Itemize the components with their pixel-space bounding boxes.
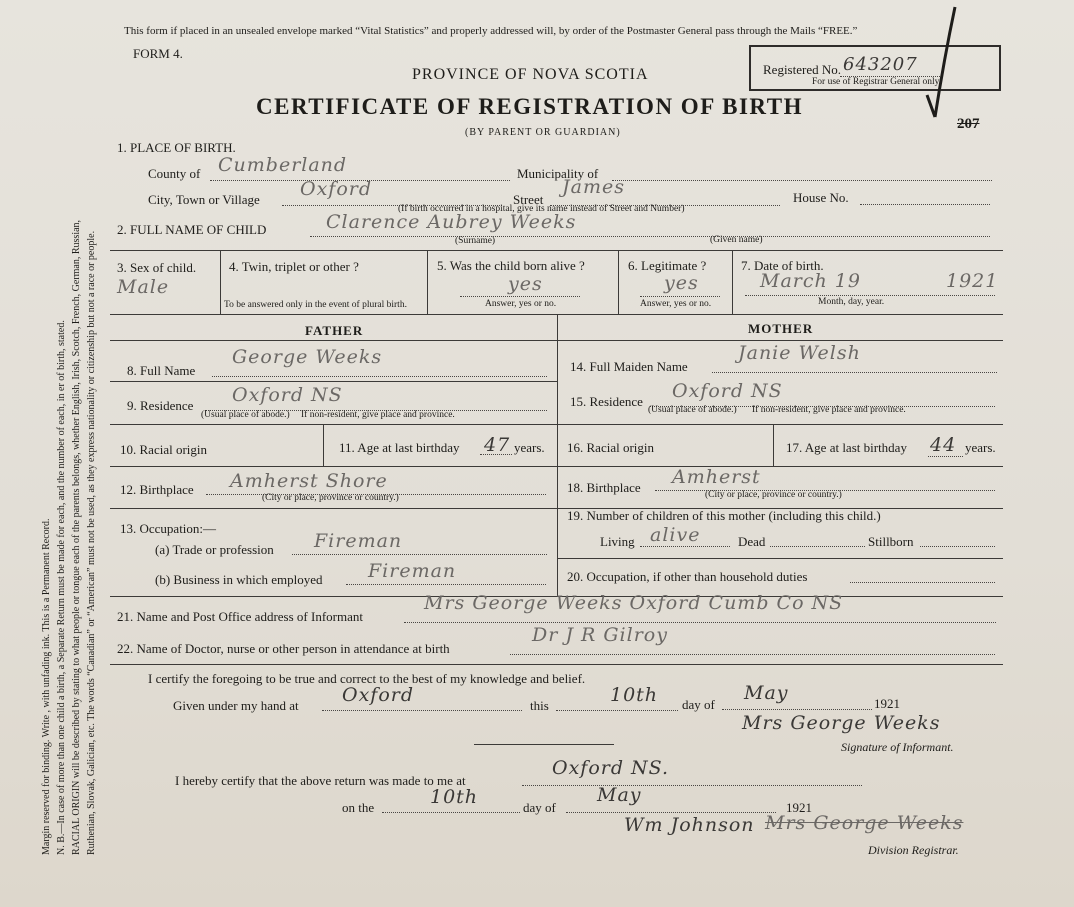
doctor-label: 22. Name of Doctor, nurse or other person in attendance at birth — [117, 641, 450, 656]
informant-signature-label: Signature of Informant. — [841, 740, 954, 754]
alive-label: 5. Was the child born alive ? — [437, 258, 585, 273]
mother-residence-value: Oxford NS — [672, 380, 783, 402]
registrar-place: Oxford NS. — [552, 757, 670, 779]
mother-racial-label: 16. Racial origin — [567, 440, 655, 455]
mother-residence-note2: If non-resident, give place and province. — [752, 405, 906, 415]
county-value: Cumberland — [218, 154, 348, 176]
informant-signature: Mrs George Weeks — [742, 712, 941, 734]
father-birthplace-note: (City or place, province or country.) — [262, 493, 399, 503]
mother-years: years. — [965, 440, 996, 455]
father-birthplace-value: Amherst Shore — [230, 470, 388, 492]
registrar-text: I hereby certify that the above return was made to me at — [175, 773, 466, 788]
certify-dayof-label: day of — [682, 697, 715, 712]
struck-number: 207 — [957, 116, 980, 132]
registrar-month: May — [597, 784, 642, 806]
place-heading: 1. PLACE OF BIRTH. — [117, 140, 236, 155]
father-occupation-label: 13. Occupation:— — [120, 521, 217, 536]
certify-day: 10th — [610, 684, 659, 706]
mother-age-label: 17. Age at last birthday — [786, 440, 907, 455]
sex-value: Male — [117, 276, 170, 298]
mother-dead-label: Dead — [738, 534, 766, 549]
doctor-value: Dr J R Gilroy — [532, 624, 668, 646]
house-no-label: House No. — [793, 190, 849, 205]
father-residence-label: 9. Residence — [127, 398, 194, 413]
mother-children-label: 19. Number of children of this mother (including this child.) — [567, 508, 881, 523]
registrar-on-label: on the — [342, 800, 375, 815]
given-name-note: (Given name) — [710, 235, 763, 245]
postal-notice: This form if placed in an unsealed envelope marked “Vital Statistics” and properly addressed will, by order of the Postmaster General pass through the Mails “FREE.” — [124, 25, 858, 37]
registrar-signature-label: Division Registrar. — [868, 843, 959, 857]
registrar-day: 10th — [430, 786, 479, 808]
mother-age-value: 44 — [930, 434, 957, 456]
father-age-value: 47 — [484, 434, 511, 456]
mother-stillborn-label: Stillborn — [868, 534, 914, 549]
side-note-binding: Margin reserved for binding. Write , with unfading ink. This is a Permanent Record. — [41, 518, 52, 855]
father-years: years. — [514, 440, 545, 455]
dob-note: Month, day, year. — [818, 297, 885, 307]
certify-year: 1921 — [874, 696, 900, 711]
dob-value: March 19 — [760, 270, 861, 292]
informant-label: 21. Name and Post Office address of Informant — [117, 609, 363, 624]
form-number: FORM 4. — [133, 46, 183, 61]
certify-text: I certify the foregoing to be true and correct to the best of my knowledge and belief. — [148, 671, 586, 686]
mother-living-label: Living — [600, 534, 635, 549]
mother-birthplace-value: Amherst — [672, 466, 761, 488]
mother-birthplace-label: 18. Birthplace — [567, 480, 641, 495]
surname-note: (Surname) — [455, 236, 496, 246]
father-residence-note1: (Usual place of abode.) — [201, 410, 290, 420]
mother-name-value: Janie Welsh — [738, 342, 861, 364]
father-residence-value: Oxford NS — [232, 384, 343, 406]
certify-place: Oxford — [342, 684, 415, 706]
registered-no-label: Registered No. — [763, 62, 841, 77]
registrar-signature: Wm Johnson — [624, 814, 755, 836]
legitimate-value: yes — [664, 272, 699, 294]
registrar-year: 1921 — [786, 800, 812, 815]
mother-name-label: 14. Full Maiden Name — [570, 359, 688, 374]
certificate-subtitle: (BY PARENT OR GUARDIAN) — [465, 127, 621, 138]
sex-label: 3. Sex of child. — [117, 260, 197, 275]
legitimate-note: Answer, yes or no. — [640, 299, 712, 309]
certificate-title: CERTIFICATE OF REGISTRATION OF BIRTH — [256, 94, 803, 119]
twin-note: To be answered only in the event of plural birth. — [224, 300, 407, 310]
father-age-label: 11. Age at last birthday — [339, 440, 460, 455]
twin-label: 4. Twin, triplet or other ? — [229, 259, 359, 274]
father-name-value: George Weeks — [232, 346, 383, 368]
certify-month: May — [744, 682, 789, 704]
registrar-check-mark — [925, 5, 965, 125]
father-residence-note2: If non-resident, give place and province. — [301, 410, 455, 420]
registrar-general-note: For use of Registrar General only — [812, 77, 940, 87]
mother-occupation-label: 20. Occupation, if other than household duties — [567, 569, 808, 584]
mother-residence-label: 15. Residence — [570, 394, 643, 409]
registrar-signature-2: Mrs George Weeks — [765, 812, 964, 834]
father-racial-label: 10. Racial origin — [120, 442, 208, 457]
mother-living-value: alive — [650, 524, 701, 546]
father-heading: FATHER — [305, 323, 364, 338]
city-value: Oxford — [300, 178, 373, 200]
given-under-label: Given under my hand at — [173, 698, 299, 713]
mother-residence-note1: (Usual place of abode.) — [648, 405, 737, 415]
dob-year: 1921 — [946, 270, 999, 292]
father-trade-value: Fireman — [314, 530, 403, 552]
side-note-words: Ruthenian, Slovak, Galician, etc. The words “Canadian” or “American” must not be used, as they express nationality or citizenship but not a race or people. — [86, 230, 97, 855]
informant-value: Mrs George Weeks Oxford Cumb Co NS — [424, 592, 844, 614]
dob-label: 7. Date of birth. — [741, 258, 824, 273]
father-business-value: Fireman — [368, 560, 457, 582]
certify-this-label: this — [530, 698, 549, 713]
hospital-note: (If birth occurred in a hospital, give its name instead of Street and Number) — [398, 204, 685, 214]
registrar-dayof-label: day of — [523, 800, 556, 815]
father-trade-label: (a) Trade or profession — [155, 542, 274, 557]
municipality-label: Municipality of — [517, 166, 599, 181]
mother-heading: MOTHER — [748, 321, 814, 336]
father-name-label: 8. Full Name — [127, 363, 196, 378]
registered-number: 643207 — [843, 54, 918, 75]
alive-value: yes — [508, 273, 543, 295]
child-name-label: 2. FULL NAME OF CHILD — [117, 222, 267, 237]
child-name-value: Clarence Aubrey Weeks — [326, 211, 577, 233]
province-heading: PROVINCE OF NOVA SCOTIA — [412, 66, 649, 83]
street-label: Street — [513, 192, 544, 207]
alive-note: Answer, yes or no. — [485, 299, 557, 309]
side-note-nb: N. B.—In case of more than one child a birth, a Separate Return must be made for each, and the number of each, in er of birth, stated. — [56, 320, 67, 855]
street-value: James — [562, 176, 625, 198]
legitimate-label: 6. Legitimate ? — [628, 258, 707, 273]
city-label: City, Town or Village — [148, 192, 260, 207]
mother-birthplace-note: (City or place, province or country.) — [705, 490, 842, 500]
father-birthplace-label: 12. Birthplace — [120, 482, 194, 497]
father-business-label: (b) Business in which employed — [155, 572, 323, 587]
side-note-racial: RACIAL ORIGIN will be described by stating to what people or tongue each of the parents belongs, whether English, Irish, Scotch, French, German, Russian, — [71, 219, 82, 855]
county-label: County of — [148, 166, 201, 181]
